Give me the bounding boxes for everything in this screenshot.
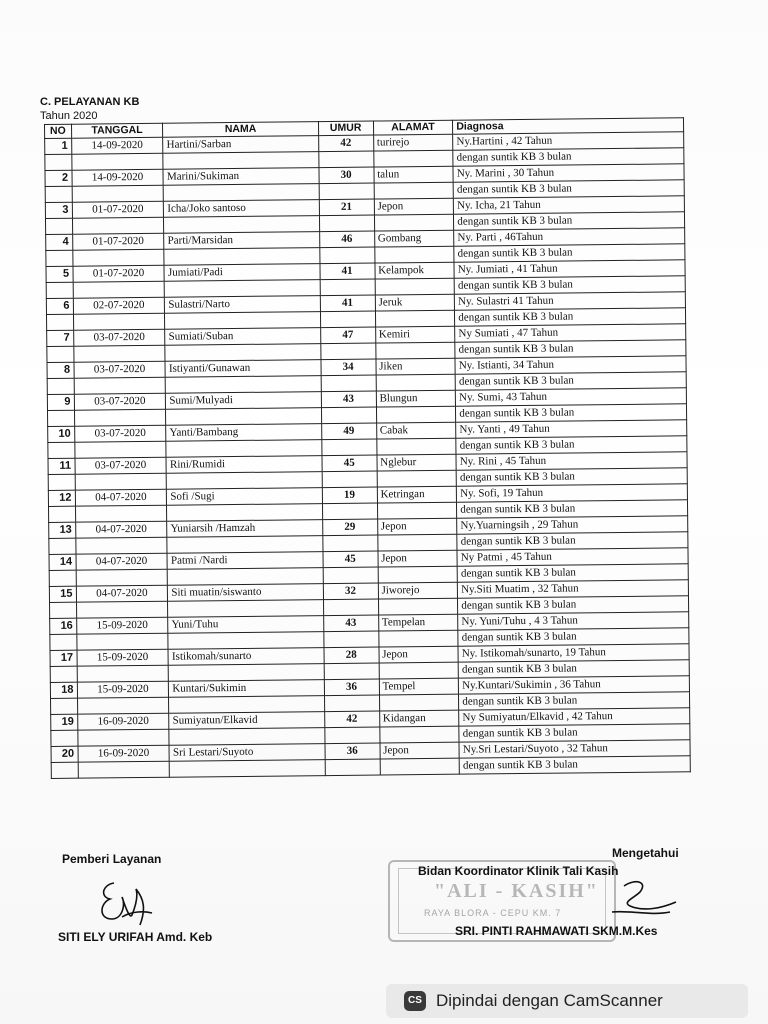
row-diagnosis-detail: dengan suntik KB 3 bulan (459, 692, 690, 710)
row-diagnosis: Ny.Sri Lestari/Suyoto , 32 Tahun (459, 740, 690, 758)
camscanner-label: Dipindai dengan CamScanner (436, 991, 663, 1010)
row-date: 16-09-2020 (77, 713, 169, 730)
row-diagnosis: Ny. Icha, 21 Tahun (454, 196, 685, 214)
empty-cell (164, 248, 319, 266)
empty-cell (376, 374, 456, 391)
coordinator-signature (600, 872, 680, 922)
row-address: Jiworejo (378, 582, 458, 599)
row-age: 41 (320, 295, 375, 312)
row-age: 49 (321, 423, 376, 440)
row-diagnosis: Ny. Sumi, 43 Tahun (456, 388, 687, 406)
empty-cell (378, 598, 458, 615)
row-number: 7 (47, 330, 74, 346)
empty-cell (51, 762, 78, 778)
empty-cell (49, 538, 76, 554)
empty-cell (169, 728, 324, 746)
empty-cell (323, 631, 378, 648)
row-diagnosis-detail: dengan suntik KB 3 bulan (457, 532, 688, 550)
row-address: Kidangan (379, 710, 459, 727)
row-name: Patmi /Nardi (167, 552, 322, 570)
row-name: Sumiati/Suban (165, 328, 320, 346)
empty-cell (48, 474, 75, 490)
row-diagnosis-detail: dengan suntik KB 3 bulan (456, 404, 687, 422)
row-age: 30 (319, 167, 374, 184)
row-diagnosis-detail: dengan suntik KB 3 bulan (453, 180, 684, 198)
row-age: 47 (320, 327, 375, 344)
row-name: Siti muatin/siswanto (168, 584, 323, 602)
empty-cell (165, 312, 320, 330)
row-name: Yuni/Tuhu (168, 616, 323, 634)
row-diagnosis-detail: dengan suntik KB 3 bulan (454, 212, 685, 230)
row-address: Kelampok (375, 262, 455, 279)
empty-cell (321, 375, 376, 392)
row-name: Sumiyatun/Elkavid (169, 712, 324, 730)
row-diagnosis: Ny. Istikomah/sunarto, 19 Tahun (458, 644, 689, 662)
row-date: 04-07-2020 (76, 585, 168, 602)
empty-cell (320, 279, 375, 296)
row-age: 21 (319, 199, 374, 216)
row-address: Jepon (374, 198, 454, 215)
row-date: 03-07-2020 (75, 457, 167, 474)
camscanner-logo-icon: CS (404, 991, 426, 1011)
row-name: Sofi /Sugi (167, 488, 322, 506)
empty-cell (47, 346, 74, 362)
empty-cell (78, 761, 170, 778)
row-address: Jepon (379, 646, 459, 663)
empty-cell (72, 217, 164, 234)
row-address: Jeruk (375, 294, 455, 311)
year-label: Tahun 2020 (40, 110, 98, 122)
row-name: Sulastri/Narto (165, 296, 320, 314)
row-age: 42 (324, 711, 379, 728)
empty-cell (166, 440, 321, 458)
empty-cell (322, 503, 377, 520)
row-diagnosis: Ny Patmi , 45 Tahun (457, 548, 688, 566)
row-name: Hartini/Sarban (163, 136, 318, 154)
row-address: Jepon (378, 550, 458, 567)
provider-signature (92, 875, 162, 930)
row-date: 04-07-2020 (75, 489, 167, 506)
empty-cell (76, 569, 168, 586)
empty-cell (75, 537, 167, 554)
empty-cell (318, 151, 373, 168)
row-date: 04-07-2020 (75, 521, 167, 538)
row-age: 41 (320, 263, 375, 280)
row-name: Marini/Sukiman (163, 168, 318, 186)
row-age: 43 (323, 615, 378, 632)
provider-title: Pemberi Layanan (62, 852, 162, 866)
camscanner-watermark (386, 984, 748, 1018)
empty-cell (165, 280, 320, 298)
row-date: 15-09-2020 (76, 617, 168, 634)
row-number: 20 (51, 746, 78, 762)
empty-cell (168, 568, 323, 586)
row-diagnosis: Ny Sumiyatun/Elkavid , 42 Tahun (459, 708, 690, 726)
empty-cell (319, 183, 374, 200)
empty-cell (47, 378, 74, 394)
row-date: 16-09-2020 (78, 745, 170, 762)
row-address: talun (374, 166, 454, 183)
row-number: 12 (48, 490, 75, 506)
provider-name: SITI ELY URIFAH Amd. Keb (58, 930, 213, 944)
row-number: 13 (49, 522, 76, 538)
row-address: Blungun (376, 390, 456, 407)
empty-cell (74, 377, 166, 394)
row-diagnosis-detail: dengan suntik KB 3 bulan (453, 148, 684, 166)
empty-cell (76, 601, 168, 618)
empty-cell (324, 727, 379, 744)
empty-cell (168, 600, 323, 618)
empty-cell (377, 502, 457, 519)
row-number: 3 (45, 202, 72, 218)
empty-cell (378, 566, 458, 583)
row-age: 19 (322, 487, 377, 504)
empty-cell (74, 441, 166, 458)
empty-cell (377, 470, 457, 487)
row-diagnosis: Ny.Siti Muatim , 32 Tahun (458, 580, 689, 598)
row-diagnosis: Ny. Marini , 30 Tahun (453, 164, 684, 182)
empty-cell (379, 694, 459, 711)
empty-cell (48, 442, 75, 458)
row-address: turirejo (373, 134, 453, 151)
header-alamat: ALAMAT (373, 120, 453, 135)
coordinator-name: SRI. PINTI RAHMAWATI SKM.M.Kes (455, 924, 658, 938)
row-number: 15 (49, 586, 76, 602)
empty-cell (50, 602, 77, 618)
row-diagnosis: Ny.Kuntari/Sukimin , 36 Tahun (459, 676, 690, 694)
row-name: Sri Lestari/Suyoto (169, 744, 324, 762)
empty-cell (320, 343, 375, 360)
row-date: 14-09-2020 (72, 169, 164, 186)
empty-cell (374, 214, 454, 231)
row-diagnosis-detail: dengan suntik KB 3 bulan (454, 276, 685, 294)
empty-cell (378, 630, 458, 647)
row-age: 45 (323, 551, 378, 568)
row-date: 03-07-2020 (73, 329, 165, 346)
empty-cell (48, 410, 75, 426)
row-name: Kuntari/Sukimin (169, 680, 324, 698)
row-number: 17 (50, 650, 77, 666)
empty-cell (49, 570, 76, 586)
empty-cell (321, 439, 376, 456)
header-no: NO (45, 124, 72, 138)
empty-cell (76, 633, 168, 650)
row-number: 9 (47, 394, 74, 410)
empty-cell (167, 504, 322, 522)
row-name: Parti/Marsidan (164, 232, 319, 250)
row-diagnosis: Ny. Rini , 45 Tahun (456, 452, 687, 470)
acknowledged-title: Mengetahui (612, 846, 679, 860)
row-number: 1 (45, 138, 72, 154)
row-age: 45 (322, 455, 377, 472)
row-number: 8 (47, 362, 74, 378)
empty-cell (51, 698, 78, 714)
row-diagnosis: Ny. Yanti , 49 Tahun (456, 420, 687, 438)
empty-cell (77, 665, 169, 682)
row-name: Icha/Joko santoso (164, 200, 319, 218)
empty-cell (45, 154, 72, 170)
row-diagnosis: Ny Sumiati , 47 Tahun (455, 324, 686, 342)
row-name: Jumiati/Padi (164, 264, 319, 282)
row-diagnosis: Ny. Yuni/Tuhu , 4 3 Tahun (458, 612, 689, 630)
empty-cell (319, 215, 374, 232)
row-address: Gombang (374, 230, 454, 247)
row-number: 11 (48, 458, 75, 474)
stamp-clinic-name: "ALI - KASIH" (434, 880, 599, 902)
row-number: 19 (51, 714, 78, 730)
empty-cell (74, 409, 166, 426)
empty-cell (374, 182, 454, 199)
empty-cell (323, 599, 378, 616)
row-address: Jiken (376, 358, 456, 375)
row-age: 46 (319, 231, 374, 248)
empty-cell (50, 666, 77, 682)
row-diagnosis: Ny. Parti , 46Tahun (454, 228, 685, 246)
row-diagnosis: Ny. Sofi, 19 Tahun (457, 484, 688, 502)
row-number: 5 (46, 266, 73, 282)
empty-cell (324, 695, 379, 712)
row-address: Nglebur (377, 454, 457, 471)
header-diagnosa: Diagnosa (453, 118, 684, 134)
row-name: Yanti/Bambang (166, 424, 321, 442)
row-number: 18 (50, 682, 77, 698)
row-date: 14-09-2020 (71, 137, 163, 154)
row-name: Yuniarsih /Hamzah (167, 520, 322, 538)
row-number: 2 (45, 170, 72, 186)
empty-cell (77, 697, 169, 714)
row-age: 36 (325, 743, 380, 760)
empty-cell (170, 760, 325, 778)
row-diagnosis-detail: dengan suntik KB 3 bulan (455, 372, 686, 390)
empty-cell (375, 278, 455, 295)
empty-cell (168, 632, 323, 650)
row-diagnosis-detail: dengan suntik KB 3 bulan (454, 244, 685, 262)
row-diagnosis-detail: dengan suntik KB 3 bulan (455, 340, 686, 358)
row-diagnosis-detail: dengan suntik KB 3 bulan (459, 724, 690, 742)
row-diagnosis-detail: dengan suntik KB 3 bulan (457, 564, 688, 582)
header-tanggal: TANGGAL (71, 123, 163, 138)
empty-cell (164, 184, 319, 202)
row-date: 01-07-2020 (73, 265, 165, 282)
row-name: Istikomah/sunarto (168, 648, 323, 666)
row-number: 4 (46, 234, 73, 250)
row-number: 14 (49, 554, 76, 570)
stamp-address: RAYA BLORA - CEPU KM. 7 (424, 908, 562, 918)
empty-cell (72, 185, 164, 202)
empty-cell (376, 438, 456, 455)
row-age: 28 (324, 647, 379, 664)
kb-services-table (44, 117, 691, 779)
row-address: Kemiri (375, 326, 455, 343)
row-date: 03-07-2020 (74, 361, 166, 378)
empty-cell (46, 282, 73, 298)
row-diagnosis-detail: dengan suntik KB 3 bulan (458, 628, 689, 646)
row-date: 15-09-2020 (77, 681, 169, 698)
empty-cell (164, 216, 319, 234)
empty-cell (323, 567, 378, 584)
empty-cell (375, 310, 455, 327)
row-address: Tempelan (378, 614, 458, 631)
row-number: 6 (46, 298, 73, 314)
row-age: 43 (321, 391, 376, 408)
empty-cell (166, 408, 321, 426)
row-diagnosis: Ny.Yuarningsih , 29 Tahun (457, 516, 688, 534)
row-name: Rini/Rumidi (166, 456, 321, 474)
empty-cell (51, 730, 78, 746)
row-diagnosis: Ny. Istianti, 34 Tahun (455, 356, 686, 374)
empty-cell (325, 759, 380, 776)
empty-cell (165, 344, 320, 362)
row-diagnosis-detail: dengan suntik KB 3 bulan (456, 468, 687, 486)
row-date: 04-07-2020 (76, 553, 168, 570)
row-address: Jepon (377, 518, 457, 535)
empty-cell (163, 152, 318, 170)
row-diagnosis: Ny. Sulastri 41 Tahun (455, 292, 686, 310)
row-number: 10 (48, 426, 75, 442)
row-address: Ketringan (377, 486, 457, 503)
row-date: 03-07-2020 (74, 393, 166, 410)
section-title: C. PELAYANAN KB (40, 96, 140, 108)
empty-cell (45, 218, 72, 234)
empty-cell (73, 345, 165, 362)
empty-cell (46, 314, 73, 330)
row-name: Sumi/Mulyadi (166, 392, 321, 410)
row-date: 15-09-2020 (77, 649, 169, 666)
coordinator-role: Bidan Koordinator Klinik Tali Kasih (418, 864, 619, 878)
empty-cell (322, 471, 377, 488)
row-age: 29 (322, 519, 377, 536)
row-diagnosis-detail: dengan suntik KB 3 bulan (459, 756, 690, 774)
row-date: 01-07-2020 (72, 233, 164, 250)
row-address: Jepon (380, 742, 460, 759)
empty-cell (373, 150, 453, 167)
empty-cell (324, 663, 379, 680)
row-name: Istiyanti/Gunawan (165, 360, 320, 378)
row-diagnosis: Ny.Hartini , 42 Tahun (453, 132, 684, 150)
empty-cell (71, 153, 163, 170)
row-date: 01-07-2020 (72, 201, 164, 218)
empty-cell (50, 634, 77, 650)
empty-cell (374, 246, 454, 263)
empty-cell (45, 186, 72, 202)
empty-cell (167, 536, 322, 554)
empty-cell (73, 281, 165, 298)
empty-cell (379, 726, 459, 743)
row-diagnosis-detail: dengan suntik KB 3 bulan (458, 660, 689, 678)
empty-cell (73, 313, 165, 330)
empty-cell (376, 406, 456, 423)
row-date: 02-07-2020 (73, 297, 165, 314)
empty-cell (166, 376, 321, 394)
row-age: 34 (321, 359, 376, 376)
empty-cell (380, 758, 460, 775)
row-number: 16 (50, 618, 77, 634)
row-age: 32 (323, 583, 378, 600)
row-diagnosis-detail: dengan suntik KB 3 bulan (457, 500, 688, 518)
empty-cell (320, 311, 375, 328)
empty-cell (75, 505, 167, 522)
row-age: 36 (324, 679, 379, 696)
empty-cell (49, 506, 76, 522)
row-diagnosis: Ny. Jumiati , 41 Tahun (454, 260, 685, 278)
empty-cell (75, 473, 167, 490)
empty-cell (169, 696, 324, 714)
header-umur: UMUR (318, 121, 373, 136)
row-age: 42 (318, 135, 373, 152)
empty-cell (77, 729, 169, 746)
empty-cell (379, 662, 459, 679)
row-address: Tempel (379, 678, 459, 695)
empty-cell (72, 249, 164, 266)
empty-cell (169, 664, 324, 682)
header-nama: NAMA (163, 122, 318, 138)
row-diagnosis-detail: dengan suntik KB 3 bulan (458, 596, 689, 614)
empty-cell (375, 342, 455, 359)
row-address: Cabak (376, 422, 456, 439)
empty-cell (377, 534, 457, 551)
empty-cell (46, 250, 73, 266)
empty-cell (321, 407, 376, 424)
empty-cell (167, 472, 322, 490)
empty-cell (319, 247, 374, 264)
row-diagnosis-detail: dengan suntik KB 3 bulan (456, 436, 687, 454)
row-date: 03-07-2020 (74, 425, 166, 442)
row-diagnosis-detail: dengan suntik KB 3 bulan (455, 308, 686, 326)
empty-cell (322, 535, 377, 552)
